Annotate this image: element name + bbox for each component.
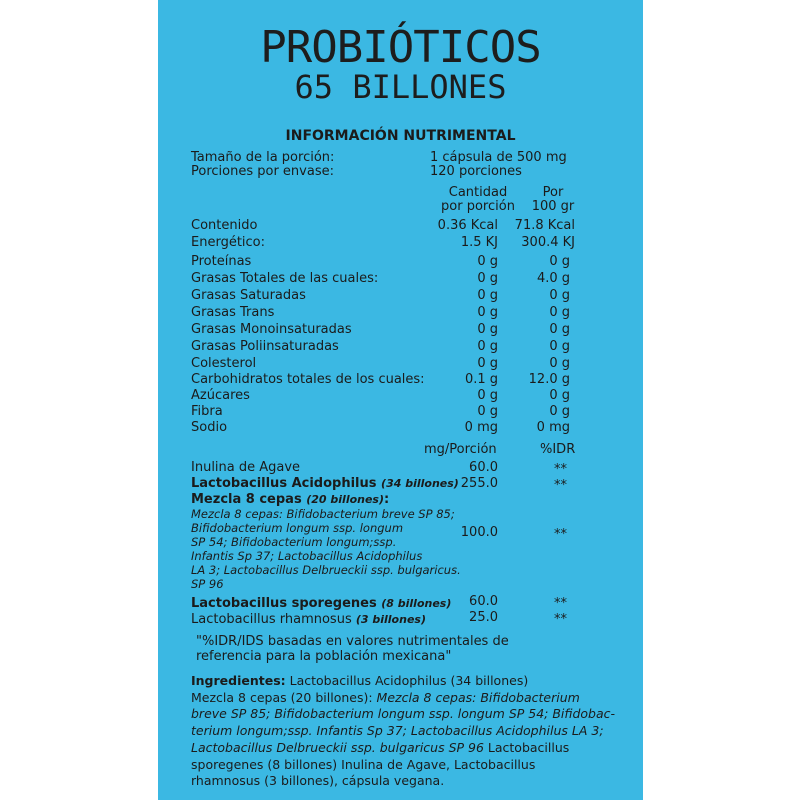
supp-rhamnosus <box>191 612 426 627</box>
product-title: PROBIÓTICOS <box>260 22 541 73</box>
supp-rhamnosus-name: Lactobacillus rhamnosus <box>191 612 352 627</box>
energy-kcal-portion: 0.36 Kcal <box>437 218 498 233</box>
ingredients-line: breve SP 85; Bifidobacterium longum ssp. longum SP 54; Bifidobac- <box>191 706 616 722</box>
ingredients-line: sporegenes (8 billones) Inulina de Agave, Lactobacillus <box>191 756 536 772</box>
nutrient-name: Grasas Monoinsaturadas <box>191 322 352 337</box>
supp-sporegenes-count: (8 billones) <box>381 597 452 610</box>
ingredients-line: Lactobacillus Delbrueckii ssp. bulgaricus SP 96 <box>191 739 484 755</box>
nutrient-name: Carbohidratos totales de los cuales: <box>191 372 425 387</box>
serving-size-label: Tamaño de la porción: <box>191 150 335 165</box>
nutrient-per100: 0 mg <box>536 420 570 435</box>
section-title: INFORMACIÓN NUTRIMENTAL <box>285 128 516 144</box>
ingredients-line: terium longum;ssp. Infantis Sp 37; Lactobacillus Acidophilus LA 3; <box>191 723 604 739</box>
header-qty-2: por porción <box>441 199 515 214</box>
supp-acidophilus-name: Lactobacillus Acidophilus <box>191 476 377 491</box>
energy-label-1: Contenido <box>191 218 258 233</box>
header-per-1: Por <box>542 185 564 200</box>
mezcla-detail-line: Infantis Sp 37; Lactobacillus Acidophilus <box>191 549 423 563</box>
supp-rhamnosus-count: (3 billones) <box>355 613 426 626</box>
header-per-2: 100 gr <box>531 199 575 214</box>
nutrient-per100: 4.0 g <box>536 271 570 286</box>
energy-kj-portion: 1.5 KJ <box>460 235 498 250</box>
nutrient-name: Azúcares <box>191 388 250 403</box>
header-qty-1: Cantidad <box>448 185 508 200</box>
supp-mezcla-idr: ** <box>554 527 567 542</box>
servings-per-pack-value: 120 porciones <box>430 164 522 179</box>
nutrient-per100: 0 g <box>549 339 570 354</box>
supp-mezcla-name: Mezcla 8 cepas <box>191 492 302 507</box>
supp-acidophilus-count: (34 billones) <box>381 477 459 490</box>
nutrient-name: Fibra <box>191 404 223 419</box>
supp-sporegenes-idr: ** <box>554 596 567 611</box>
nutrient-name: Grasas Trans <box>191 305 275 320</box>
supp-mezcla-mg: 100.0 <box>460 525 498 540</box>
nutrient-per100: 0 g <box>549 288 570 303</box>
nutrient-name: Proteínas <box>191 254 252 269</box>
nutrient-name: Grasas Saturadas <box>191 288 306 303</box>
supp-acidophilus-idr: ** <box>554 478 567 493</box>
mezcla-detail-line: Bifidobacterium longum ssp. longum <box>191 521 404 535</box>
nutrient-portion: 0 g <box>477 305 498 320</box>
supp-sporegenes-mg: 60.0 <box>469 594 498 609</box>
nutrient-portion: 0 g <box>477 388 498 403</box>
supp-rhamnosus-mg: 25.0 <box>469 610 498 625</box>
ingredients-block <box>191 673 636 790</box>
supp-inulina-name: Inulina de Agave <box>191 460 301 475</box>
ingredients-line: Mezcla 8 cepas (20 billones): <box>191 689 377 705</box>
header-mg-portion: mg/Porción <box>424 442 497 457</box>
ingredients-label: Ingredientes: <box>191 673 286 688</box>
mezcla-detail-line: Mezcla 8 cepas: Bifidobacterium breve SP 85; <box>191 507 455 521</box>
supp-rhamnosus-idr: ** <box>554 612 567 627</box>
supp-mezcla <box>191 492 389 507</box>
nutrient-portion: 0 g <box>477 356 498 371</box>
nutrient-portion: 0 g <box>477 339 498 354</box>
mezcla-detail-line: LA 3; Lactobacillus Delbrueckii ssp. bulgaricus. <box>191 563 461 577</box>
energy-kcal-100: 71.8 Kcal <box>514 218 575 233</box>
ingredients-line: Lactobacillus <box>483 739 570 755</box>
mezcla-detail-line: SP 96 <box>191 577 224 591</box>
nutrient-per100: 0 g <box>549 356 570 371</box>
nutrient-per100: 0 g <box>549 404 570 419</box>
nutrient-portion: 0 g <box>477 288 498 303</box>
nutrient-per100: 0 g <box>549 388 570 403</box>
supp-mezcla-count: (20 billones) <box>306 493 385 506</box>
nutrient-per100: 0 g <box>549 254 570 269</box>
nutrient-name: Grasas Totales de las cuales: <box>191 271 379 286</box>
energy-label-2: Energético: <box>191 235 266 250</box>
nutrient-per100: 0 g <box>549 322 570 337</box>
footnote-line: referencia para la población mexicana" <box>196 649 452 664</box>
supp-sporegenes-name: Lactobacillus sporegenes <box>191 596 377 611</box>
supp-inulina-idr: ** <box>554 462 567 477</box>
ingredients-line: Lactobacillus Acidophilus (34 billones) <box>289 673 529 688</box>
footnote-line: "%IDR/IDS basadas en valores nutrimentales de <box>196 634 509 649</box>
ingredients-line: Mezcla 8 cepas: Bifidobacterium <box>376 689 580 705</box>
serving-size-value: 1 cápsula de 500 mg <box>430 150 567 165</box>
energy-kj-100: 300.4 KJ <box>521 235 575 250</box>
nutrient-name: Sodio <box>191 420 228 435</box>
ingredients-line: rhamnosus (3 billones), cápsula vegana. <box>191 773 445 789</box>
product-label <box>158 0 643 800</box>
nutrient-name: Grasas Poliinsaturadas <box>191 339 339 354</box>
servings-per-pack-label: Porciones por envase: <box>191 164 334 179</box>
supp-mezcla-colon: : <box>384 492 390 507</box>
supp-acidophilus-mg: 255.0 <box>460 476 498 491</box>
nutrient-portion: 0.1 g <box>464 372 498 387</box>
nutrient-portion: 0 g <box>477 322 498 337</box>
supp-sporegenes <box>191 596 451 611</box>
nutrient-per100: 0 g <box>549 305 570 320</box>
supp-inulina-mg: 60.0 <box>469 460 498 475</box>
product-subtitle: 65 BILLONES <box>294 68 507 106</box>
nutrient-name: Colesterol <box>191 356 257 371</box>
mezcla-detail-line: SP 54; Bifidobacterium longum;ssp. <box>191 535 397 549</box>
nutrient-portion: 0 mg <box>464 420 498 435</box>
header-idr: %IDR <box>540 442 576 457</box>
nutrient-portion: 0 g <box>477 404 498 419</box>
nutrient-portion: 0 g <box>477 254 498 269</box>
nutrient-per100: 12.0 g <box>528 372 570 387</box>
nutrient-portion: 0 g <box>477 271 498 286</box>
